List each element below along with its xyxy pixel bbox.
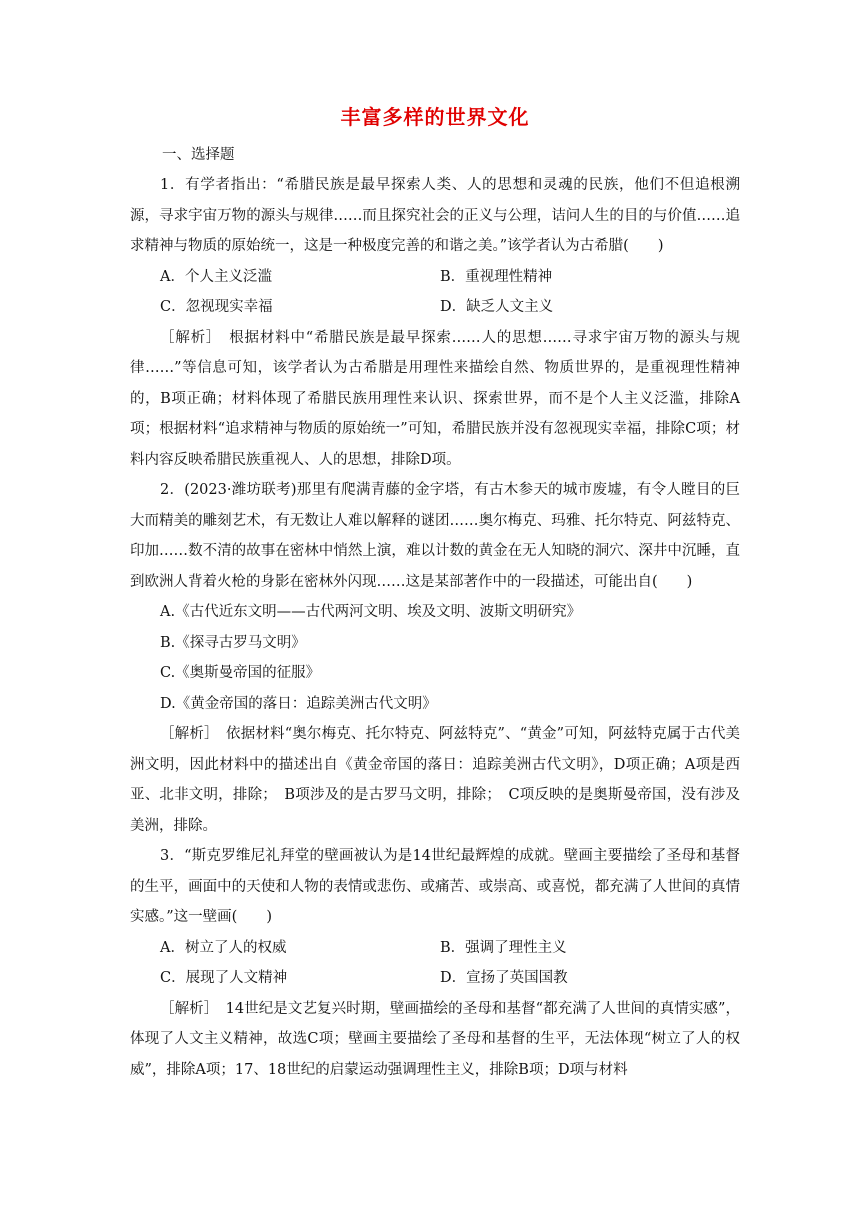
document-content <box>130 102 740 1085</box>
option-c: C.《奥斯曼帝国的征服》 <box>160 665 321 681</box>
question-stem: 2．(2023·潍坊联考)那里有爬满青藤的金字塔，有古木参天的城市废墟，有令人瞠目的巨大而精美的雕刻艺术，有无数让人难以解释的谜团……奥尔梅克、玛雅、托尔特克、阿兹特克、印加……数不清的故事在密林中悄然上演，难以计数的黄金在无人知晓的洞穴、深井中沉睡，直到欧洲人背着火枪的身影在密林外闪现……这是某部著作中的一段描述，可能出自( ) <box>130 482 740 590</box>
analysis-text: ［解析］ 依据材料“奥尔梅克、托尔特克、阿兹特克”、“黄金”可知，阿兹特克属于古代美洲文明，因此材料中的描述出自《黄金帝国的落日：追踪美洲古代文明》，D项正确；A项是西亚、北非文明，排除； B项涉及的是古罗马文明，排除； C项反映的是奥斯曼帝国，没有涉及美洲，排除。 <box>130 726 740 834</box>
option-b: B．强调了理性主义 <box>440 939 567 956</box>
option-d: D．宣扬了英国国教 <box>440 970 568 986</box>
question-1 <box>130 170 740 475</box>
option-c: C．展现了人文精神 <box>160 970 288 986</box>
option-b: B．重视理性精神 <box>440 268 553 285</box>
question-stem: 1．有学者指出：“希腊民族是最早探索人类、人的思想和灵魂的民族，他们不但追根溯源，寻求宇宙万物的源头与规律……而且探究社会的正义与公理，诘问人生的目的与价值……追求精神与物质的原始统一，这是一种极度完善的和谐之美。”该学者认为古希腊( ) <box>130 177 740 254</box>
option-d: D.《黄金帝国的落日：追踪美洲古代文明》 <box>160 695 437 712</box>
option-a: A．个人主义泛滥 <box>160 268 272 285</box>
analysis-text: ［解析］ 14世纪是文艺复兴时期，壁画描绘的圣母和基督“都充满了人世间的真情实感”，体现了人文主义精神，故选C项；壁画主要描绘了圣母和基督的生平，无法体现“树立了人的权威”，排除A项；17、18世纪的启蒙运动强调理性主义，排除B项；D项与材料 <box>130 1000 740 1078</box>
option-list <box>130 262 740 323</box>
option-a: A.《古代近东文明——古代两河文明、埃及文明、波斯文明研究》 <box>160 604 582 620</box>
option-a: A．树立了人的权威 <box>160 939 287 956</box>
option-b: B.《探寻古罗马文明》 <box>160 634 306 651</box>
option-d: D．缺乏人文主义 <box>440 299 554 315</box>
analysis-text: ［解析］ 根据材料中“希腊民族是最早探索……人的思想……寻求宇宙万物的源头与规律……”等信息可知，该学者认为古希腊是用理性来描绘自然、物质世界的，是重视理性精神的，B项正确；材料体现了希腊民族用理性来认识、探索世界，而不是个人主义泛滥，排除A项；根据材料“追求精神与物质的原始统一”可知，希腊民族并没有忽视现实幸福，排除C项；材料内容反映希腊民族重视人、人的思想，排除D项。 <box>130 329 740 468</box>
option-list <box>130 933 740 994</box>
question-stem: 3．“斯克罗维尼礼拜堂的壁画被认为是14世纪最辉煌的成就。壁画主要描绘了圣母和基督的生平，画面中的天使和人物的表情或悲伤、或痛苦、或崇高、或喜悦，都充满了人世间的真情实感。”这一壁画( ) <box>130 848 740 925</box>
page-title: 丰富多样的世界文化 <box>340 105 530 129</box>
option-c: C．忽视现实幸福 <box>160 299 273 315</box>
question-3 <box>130 841 740 1085</box>
section-heading: 一、选择题 <box>162 147 235 163</box>
question-2 <box>130 475 740 841</box>
